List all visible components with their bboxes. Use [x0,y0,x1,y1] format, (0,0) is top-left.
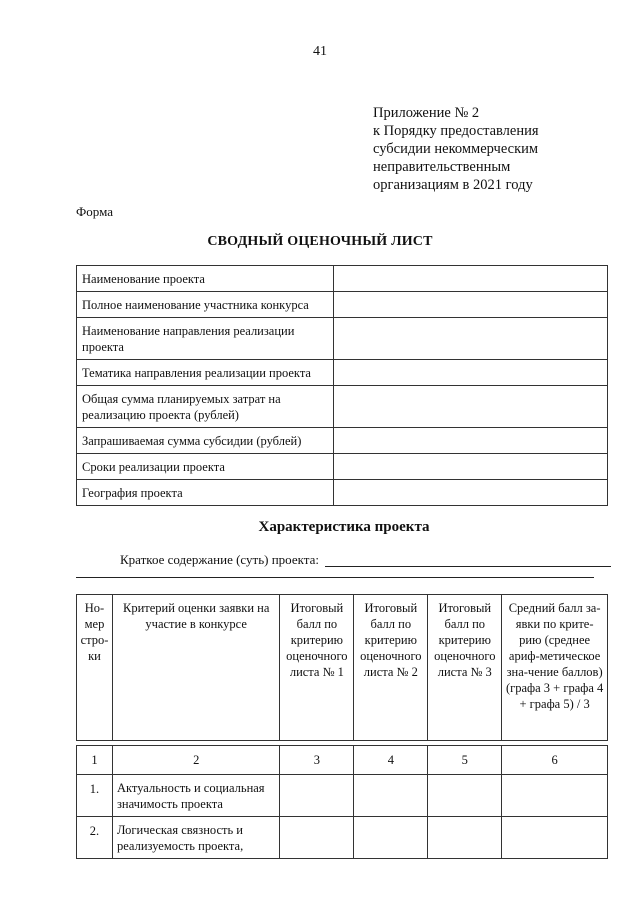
column-number-row [77,746,608,775]
project-info-table [76,265,608,506]
header-row-number: Но-мер стро-ки [77,595,113,741]
info-value-cell[interactable] [334,360,608,386]
column-number: 5 [428,746,502,775]
table-row [77,386,608,428]
appendix-line: субсидии некоммерческим [373,141,539,157]
header-score-2: Итоговый балл по критерию оценочного листа № 2 [354,595,428,741]
header-average: Средний балл за-явки по крите-рию (среднее ариф-метическое зна-чение баллов) (графа 3 + графа 4 + графа 5) / 3 [502,595,608,741]
column-number: 1 [77,746,113,775]
average-cell[interactable] [502,817,608,859]
table-row [77,428,608,454]
appendix-line: неправительственным [373,159,511,175]
info-label: Запрашиваемая сумма субсидии (рублей) [77,428,334,454]
score-table [76,594,608,859]
info-value-cell[interactable] [334,454,608,480]
score-cell[interactable] [280,817,354,859]
table-row [77,318,608,360]
table-row [77,480,608,506]
table-row [77,266,608,292]
column-number: 4 [354,746,428,775]
row-criterion: Логическая связность и реализуемость проекта, [112,817,279,859]
score-cell[interactable] [354,817,428,859]
summary-fill-line[interactable] [325,566,611,567]
info-value-cell[interactable] [334,266,608,292]
page-number: 41 [313,44,327,59]
score-cell[interactable] [354,775,428,817]
info-value-cell[interactable] [334,428,608,454]
info-label: География проекта [77,480,334,506]
table-row [77,360,608,386]
form-label: Форма [76,204,113,219]
row-number: 1. [77,775,113,817]
info-label: Наименование проекта [77,266,334,292]
info-label: Наименование направления реализации проекта [77,318,334,360]
appendix-line: к Порядку предоставления [373,123,539,139]
document-title: СВОДНЫЙ ОЦЕНОЧНЫЙ ЛИСТ [207,234,433,249]
row-number: 2. [77,817,113,859]
summary-label: Краткое содержание (суть) проекта: [120,552,319,567]
table-header-row [77,595,608,741]
column-number: 2 [112,746,279,775]
info-value-cell[interactable] [334,386,608,428]
table-row [77,292,608,318]
section-title: Характеристика проекта [258,519,430,535]
row-criterion: Актуальность и социальная значимость проекта [112,775,279,817]
info-label: Тематика направления реализации проекта [77,360,334,386]
score-cell[interactable] [428,817,502,859]
header-score-3: Итоговый балл по критерию оценочного листа № 3 [428,595,502,741]
info-value-cell[interactable] [334,318,608,360]
summary-fill-line-2[interactable] [76,577,594,578]
column-number: 6 [502,746,608,775]
score-cell[interactable] [428,775,502,817]
info-label: Сроки реализации проекта [77,454,334,480]
info-value-cell[interactable] [334,292,608,318]
info-label: Полное наименование участника конкурса [77,292,334,318]
table-row [77,817,608,859]
average-cell[interactable] [502,775,608,817]
info-label: Общая сумма планируемых затрат на реализацию проекта (рублей) [77,386,334,428]
header-score-1: Итоговый балл по критерию оценочного листа № 1 [280,595,354,741]
appendix-line: организациям в 2021 году [373,177,533,193]
column-number: 3 [280,746,354,775]
table-row [77,454,608,480]
info-value-cell[interactable] [334,480,608,506]
appendix-heading [373,104,539,194]
appendix-line: Приложение № 2 [373,105,480,121]
score-cell[interactable] [280,775,354,817]
table-row [77,775,608,817]
header-criterion: Критерий оценки заявки на участие в конкурсе [112,595,279,741]
